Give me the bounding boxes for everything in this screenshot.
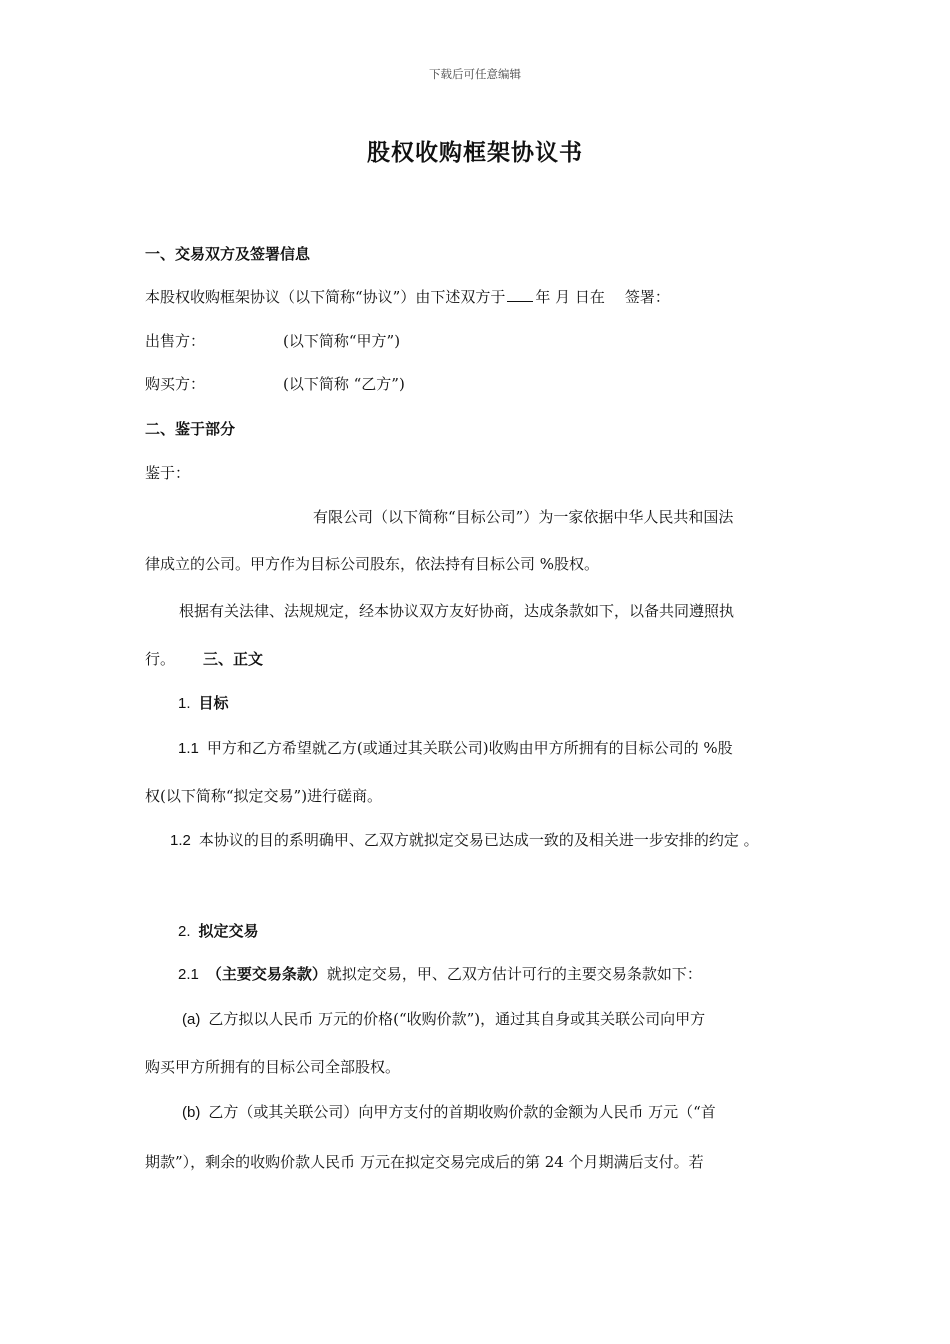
seller-line <box>145 331 205 351</box>
clause1-title: 目标 <box>198 694 229 712</box>
para2-end: 行。 <box>145 650 176 668</box>
header-note: 下载后可任意编辑 <box>429 67 521 81</box>
item-b-line2: 期款”），剩余的收购价款人民币 万元在拟定交易完成后的第 24 个月期满后支付。若 <box>145 1153 704 1171</box>
intro-text: 本股权收购框架协议（以下简称“协议”）由下述双方于 <box>145 288 506 306</box>
section2-heading: 二、鉴于部分 <box>145 420 236 438</box>
clause2-heading <box>178 921 259 942</box>
item-a-line2: 购买甲方所拥有的目标公司全部股权。 <box>145 1058 401 1076</box>
clause1-2 <box>170 830 759 851</box>
item-a-label: (a) <box>182 1011 201 1028</box>
section1-heading: 一、交易双方及签署信息 <box>145 245 311 263</box>
clause2-1-text: 就拟定交易，甲、乙双方估计可行的主要交易条款如下： <box>326 965 702 983</box>
whereas-para2-line1: 根据有关法律、法规规定，经本协议双方友好协商，达成条款如下，以备共同遵照执 <box>179 602 735 620</box>
clause1-heading <box>178 693 229 714</box>
whereas-para2-line2 <box>145 649 263 669</box>
whereas-para1-line2: 律成立的公司。甲方作为目标公司股东，依法持有目标公司 %股权。 <box>145 555 600 573</box>
section3-heading: 三、正文 <box>203 650 264 668</box>
item-b-label: (b) <box>182 1104 201 1121</box>
clause1-1-line1 <box>178 738 733 759</box>
clause1-1-line2: 权(以下简称“拟定交易”)进行磋商。 <box>145 787 383 805</box>
clause1-1-text: 甲方和乙方希望就乙方(或通过其关联公司)收购由甲方所拥有的目标公司的 %股 <box>206 739 733 757</box>
buyer-alias: (以下简称 “乙方”) <box>283 375 405 393</box>
section1-intro <box>145 287 670 307</box>
intro-sign-text: 签署： <box>624 288 670 306</box>
item-a-line1 <box>182 1009 705 1030</box>
item-a-text: 乙方拟以人民币 万元的价格(“收购价款”)，通过其自身或其关联公司向甲方 <box>208 1010 706 1028</box>
clause1-2-number: 1.2 <box>170 832 191 849</box>
clause2-number: 2. <box>178 923 191 940</box>
clause2-1 <box>178 964 702 985</box>
buyer-label: 购买方： <box>145 375 206 393</box>
seller-alias: (以下简称“甲方”) <box>283 332 401 350</box>
item-b-line1 <box>182 1102 716 1123</box>
item-b-text: 乙方（或其关联公司）向甲方支付的首期收购价款的金额为人民币 万元（“首 <box>208 1103 716 1121</box>
document-title: 股权收购框架协议书 <box>367 139 583 166</box>
clause1-number: 1. <box>178 695 191 712</box>
whereas-label: 鉴于： <box>145 464 191 482</box>
clause2-title: 拟定交易 <box>198 922 259 940</box>
whereas-para1-line1: 有限公司（以下简称“目标公司”）为一家依据中华人民共和国法 <box>313 508 734 526</box>
clause2-1-number: 2.1 <box>178 966 199 983</box>
clause2-1-bold: （主要交易条款） <box>206 965 327 983</box>
date-blank <box>507 287 533 302</box>
intro-date-text: 年 月 日在 <box>535 288 605 306</box>
clause1-1-number: 1.1 <box>178 740 199 757</box>
clause1-2-text: 本协议的目的系明确甲、乙双方就拟定交易已达成一致的及相关进一步安排的约定 。 <box>198 831 759 849</box>
seller-label: 出售方： <box>145 332 206 350</box>
